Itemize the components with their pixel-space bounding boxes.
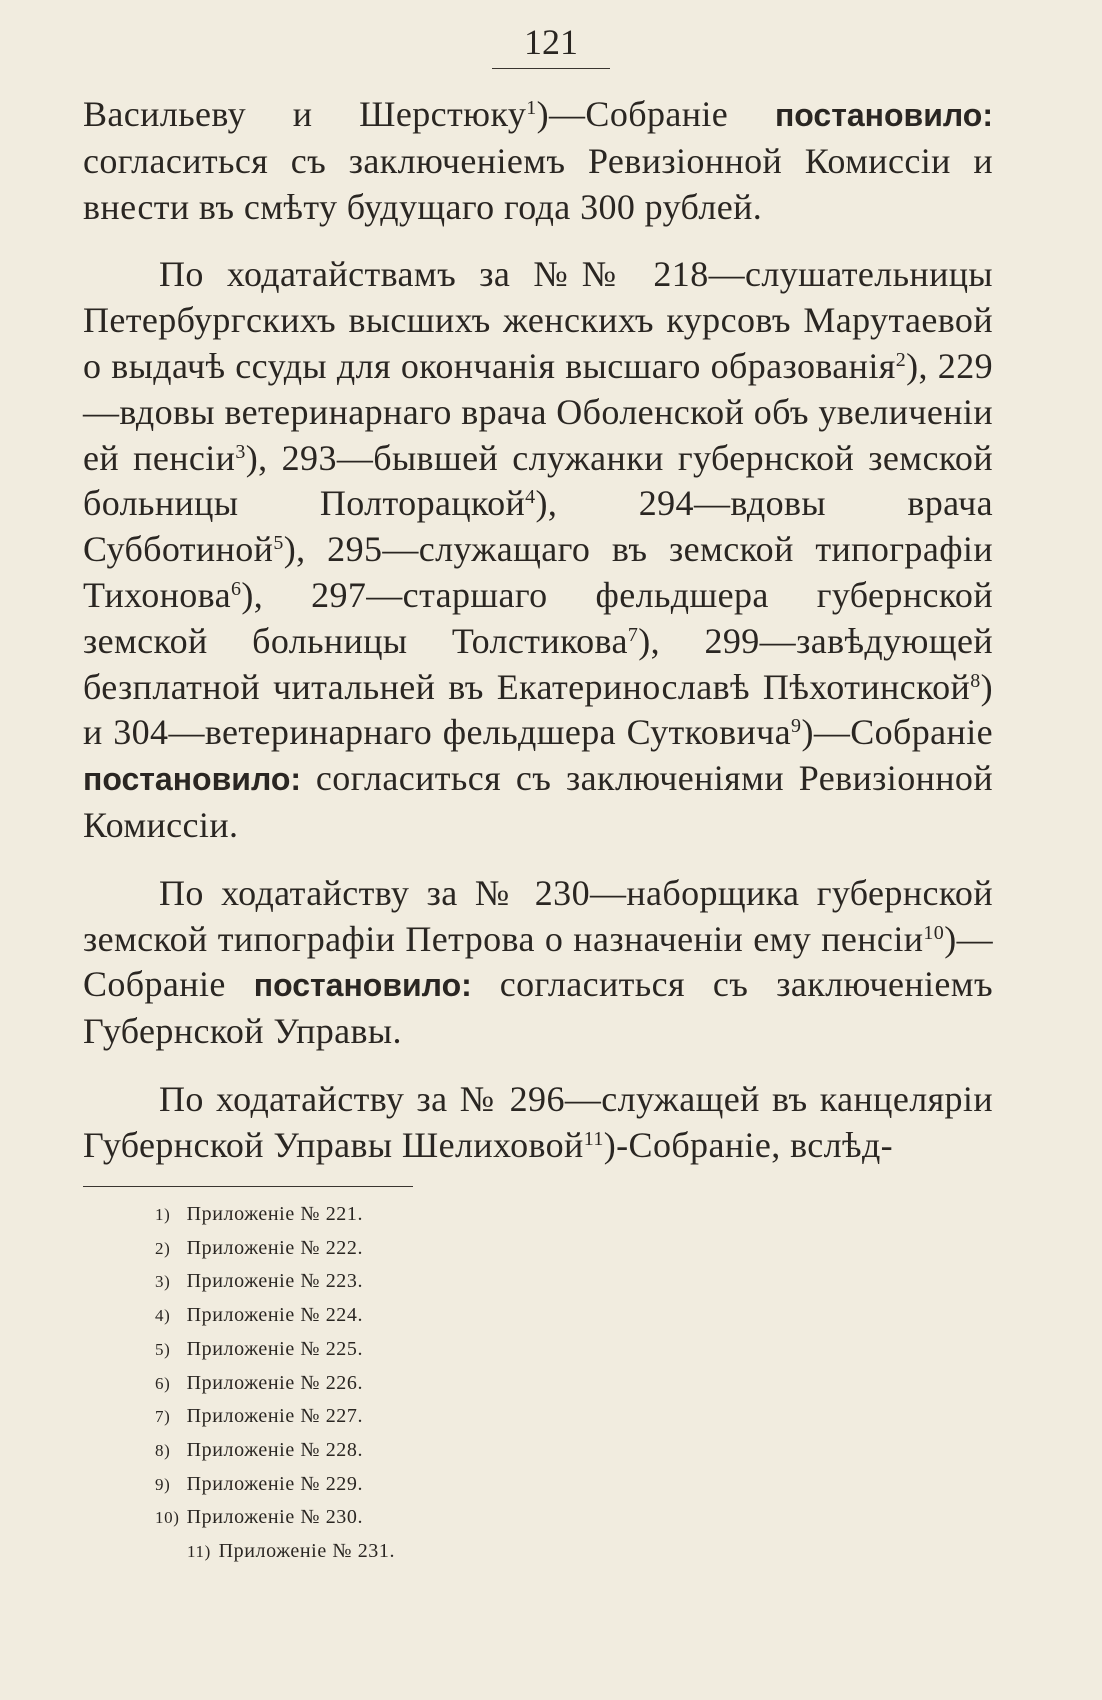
footnote-list	[155, 1198, 395, 1569]
footnote-mark: 1)	[155, 1205, 171, 1224]
footnote	[155, 1299, 395, 1333]
footnote-reference: 4	[525, 486, 536, 509]
footnote-reference: 5	[273, 532, 284, 555]
footnote	[155, 1265, 395, 1299]
text-run: согласиться съ заключеніемъ Ревизіонной Комиссіи и внести въ смѣту будущаго года 300 рублей.	[83, 140, 993, 227]
text-run: По ходатайству за № 230—наборщика губернской земской типографіи Петрова о назначеніи ему пенсіи	[83, 872, 993, 959]
text-run: )—Собраніе	[83, 918, 993, 1005]
footnote-mark: 8)	[155, 1440, 171, 1460]
text-run: )—Собраніе	[801, 712, 993, 753]
footnote-text: Приложеніе № 231.	[218, 1540, 396, 1563]
footnote-mark: 7)	[155, 1407, 171, 1427]
footnote-text: Приложеніе № 224.	[186, 1304, 364, 1327]
text-run: ), 299—завѣдующей безплатной читальней въ Екатеринославѣ Пѣхотинской	[83, 620, 993, 707]
resolution-keyword: постановило:	[253, 967, 472, 1004]
paragraph	[83, 871, 993, 1055]
footnote-text: Приложеніе № 223.	[186, 1270, 364, 1293]
footnote-reference: 1	[526, 97, 537, 119]
footnote	[155, 1367, 395, 1401]
paragraph	[83, 92, 993, 230]
footnote-mark: 6)	[155, 1373, 171, 1393]
footnote-text: Приложеніе № 226.	[186, 1371, 364, 1394]
text-run: )-Собраніе, вслѣд-	[603, 1124, 894, 1165]
text-run: согласиться съ заключеніемъ Губернской Управы.	[83, 964, 993, 1052]
text-run: ), 293—бывшей служанки губернской земской больницы Полторацкой	[83, 437, 993, 524]
text-run: ), 294—вдовы врача Субботиной	[83, 483, 993, 570]
footnote-reference: 10	[923, 921, 945, 944]
footnote-text: Приложеніе № 228.	[186, 1438, 364, 1461]
text-run: согласиться съ заключеніями Ревизіонной Комиссіи.	[83, 758, 993, 845]
text-run: ), 297—старшаго фельдшера губернской земской больницы Толстикова	[83, 574, 993, 661]
page-number-rule	[492, 68, 610, 69]
text-run: Васильеву и Шерстюку	[83, 94, 527, 134]
footnote-text: Приложеніе № 221.	[186, 1203, 364, 1225]
footnote	[155, 1333, 395, 1367]
text-run: ) и 304—ветеринарнаго фельдшера Сутковича	[83, 666, 993, 753]
footnote-reference: 6	[230, 577, 242, 600]
footnote-reference: 11	[583, 1127, 604, 1150]
footnote-text: Приложеніе № 225.	[186, 1337, 364, 1360]
paragraph	[83, 1077, 993, 1169]
footnote-reference: 2	[895, 348, 907, 371]
footnote	[155, 1232, 395, 1266]
footnote-mark: 10)	[155, 1508, 180, 1528]
footnote	[155, 1468, 395, 1502]
footnote	[187, 1535, 395, 1569]
footnote-text: Приложеніе № 222.	[186, 1236, 364, 1259]
body-text	[83, 92, 993, 1169]
text-run: ), 295—служащаго въ земской типографіи Тихонова	[83, 529, 993, 615]
footnote-mark: 9)	[155, 1474, 171, 1494]
text-run: )—Собраніе	[536, 94, 775, 134]
resolution-keyword: постановило:	[83, 761, 302, 798]
footnote-reference: 7	[627, 623, 639, 646]
footnote-reference: 9	[791, 715, 802, 738]
footnote	[155, 1198, 395, 1232]
footnote-separator	[83, 1186, 413, 1187]
footnote-mark: 5)	[155, 1339, 171, 1359]
footnote	[155, 1400, 395, 1434]
page-number: 121	[524, 22, 578, 62]
text-run: По ходатайствамъ за №№ 218—слушательницы Петербургскихъ высшихъ женскихъ курсовъ Марутаевой о выдачѣ ссуды для окончанія высшаго образованія	[83, 254, 993, 386]
text-run: ), 229—вдовы ветеринарнаго врача Оболенской объ увеличеніи ей пенсіи	[83, 345, 994, 478]
paragraph	[83, 252, 993, 848]
footnote-text: Приложеніе № 229.	[186, 1472, 364, 1495]
footnote-reference: 3	[235, 440, 246, 463]
footnote-text: Приложеніе № 227.	[186, 1405, 364, 1428]
footnote	[155, 1501, 395, 1535]
text-run: По ходатайству за № 296—служащей въ канцеляріи Губернской Управы Шелиховой	[83, 1078, 993, 1165]
footnote-text: Приложеніе № 230.	[186, 1506, 364, 1529]
footnote-mark: 2)	[155, 1238, 171, 1258]
resolution-keyword: постановило:	[774, 97, 993, 133]
footnote-mark: 11)	[187, 1542, 211, 1562]
footnote-mark: 3)	[155, 1272, 171, 1292]
footnote-mark: 4)	[155, 1306, 171, 1326]
footnote	[155, 1434, 395, 1468]
footnote-reference: 8	[970, 669, 981, 692]
